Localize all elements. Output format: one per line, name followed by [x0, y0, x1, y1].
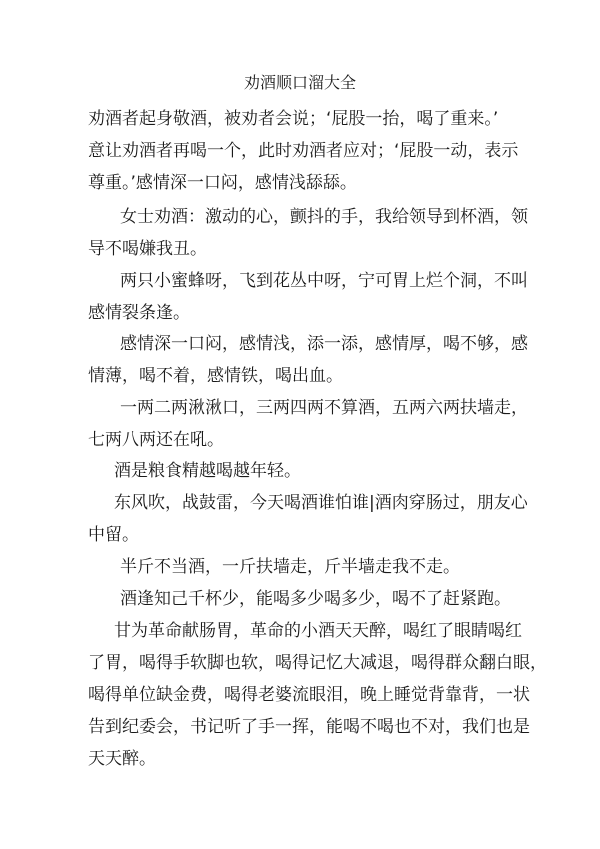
text-line: 情薄，喝不着，感情铁，喝出血。 — [88, 366, 343, 386]
text-line: 劝酒者起身敬酒，被劝者会说；‘屁股一抬，喝了重来。’ — [88, 109, 499, 129]
text-line: 两只小蜜蜂呀，飞到花丛中呀，宁可胃上烂个洞，不叫 — [120, 271, 528, 291]
text-line: 东风吹，战鼓雷，今天喝酒谁怕谁|酒肉穿肠过，朋友心 — [114, 493, 528, 513]
text-line: 天天醉。 — [88, 749, 156, 769]
text-line: 酒逢知己千杯少，能喝多少喝多少，喝不了赶紧跑。 — [120, 589, 511, 609]
text-line: 尊重。’感情深一口闷，感情浅舔舔。 — [88, 173, 357, 193]
text-line: 一两二两湫湫口，三两四两不算酒，五两六两扶墙走， — [120, 398, 528, 418]
text-line: 导不喝嫌我丑。 — [88, 239, 207, 259]
text-line: 女士劝酒：激动的心，颤抖的手，我给领导到杯酒，领 — [120, 207, 528, 227]
text-line: 酒是粮食精越喝越年轻。 — [114, 461, 301, 481]
text-line: 七两八两还在吼。 — [88, 430, 224, 450]
text-line: 意让劝酒者再喝一个，此时劝酒者应对；‘屁股一动，表示 — [88, 141, 519, 161]
text-line: 感情深一口闷，感情浅，添一添，感情厚，喝不够，感 — [120, 334, 528, 354]
text-line: 感情裂条逢。 — [88, 303, 190, 323]
document-title: 劝酒顺口溜大全 — [243, 73, 356, 92]
text-line: 中留。 — [88, 525, 139, 545]
text-line: 了胃，喝得手软脚也软，喝得记忆大减退，喝得群众翻白眼， — [88, 653, 547, 673]
text-line: 告到纪委会，书记听了手一挥，能喝不喝也不对，我们也是 — [88, 717, 530, 737]
text-line: 半斤不当酒，一斤扶墙走，斤半墙走我不走。 — [120, 557, 460, 577]
text-line: 甘为革命献肠胃，革命的小酒天天醉，喝红了眼睛喝红 — [114, 621, 522, 641]
text-line: 喝得单位缺金费，喝得老婆流眼泪，晚上睡觉背靠背，一状 — [88, 685, 530, 705]
